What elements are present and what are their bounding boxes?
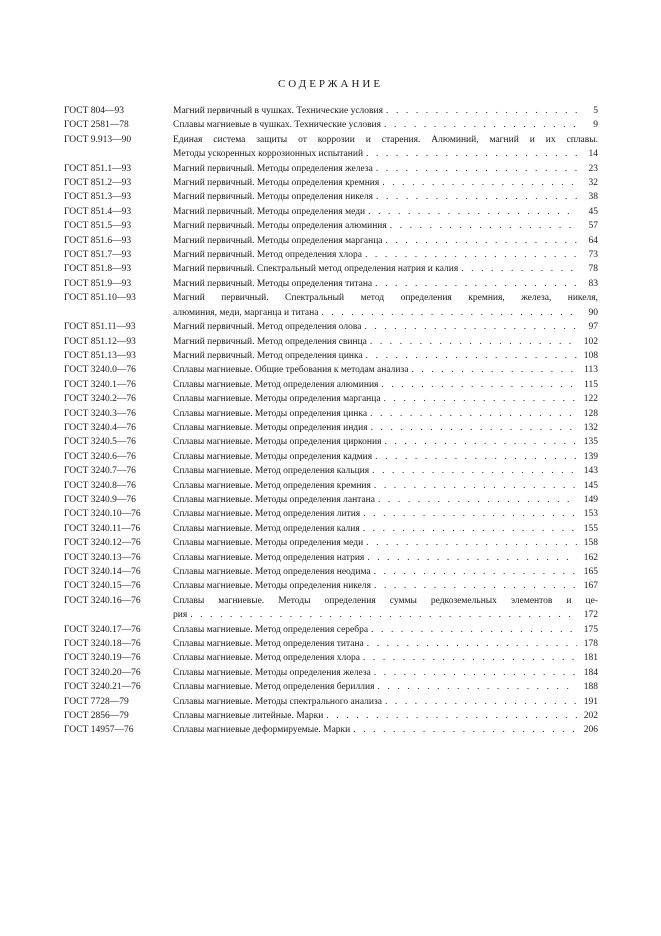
entry-title: Магний первичный. Метод определения свинца [173, 336, 367, 347]
toc-entry [64, 392, 598, 406]
entry-body [173, 666, 598, 680]
entry-title: Сплавы магниевые. Метод определения калия [173, 523, 360, 534]
table-of-contents [64, 104, 598, 738]
entry-title: Магний первичный. Методы определения никеля [173, 192, 373, 203]
toc-entry [64, 335, 598, 349]
entry-last-line [173, 709, 598, 723]
dot-leader [376, 162, 577, 176]
entry-last-line [173, 306, 598, 320]
page-number: 45 [588, 206, 598, 217]
page-number: 191 [583, 696, 598, 707]
entry-body [173, 133, 598, 162]
entry-body [173, 378, 598, 392]
entry-title: Сплавы магниевые. Метод определения натрия [173, 552, 365, 563]
entry-last-line [173, 450, 598, 464]
page-number: 132 [583, 422, 598, 433]
entry-title: Методы ускоренных коррозионных испытаний [173, 149, 364, 160]
entry-body [173, 162, 598, 176]
entry-last-line [173, 349, 598, 363]
entry-body [173, 118, 598, 132]
standard-code: ГОСТ 3240.0—76 [64, 365, 136, 376]
toc-entry [64, 536, 598, 550]
entry-title: Сплавы магниевые. Метод определения лития [173, 509, 361, 520]
entry-body [173, 536, 598, 550]
entry-title: Магний первичный. Методы определения кремния [173, 178, 380, 189]
entry-body [173, 262, 598, 276]
page-number: 184 [583, 667, 598, 678]
standard-code: ГОСТ 3240.19—76 [64, 653, 141, 664]
standard-code: ГОСТ 851.12—93 [64, 336, 136, 347]
dot-leader [381, 378, 577, 392]
dot-leader [366, 536, 577, 550]
page-number: 145 [583, 480, 598, 491]
standard-code: ГОСТ 3240.14—76 [64, 567, 141, 577]
dot-leader [386, 104, 577, 118]
entry-body [173, 248, 598, 262]
toc-entry [64, 320, 598, 334]
entry-title: Сплавы магниевые. Метод определения бериллия [173, 682, 375, 693]
entry-last-line [173, 637, 598, 651]
standard-code: ГОСТ 3240.6—76 [64, 451, 136, 462]
dot-leader [367, 637, 577, 651]
toc-entry [64, 176, 598, 190]
standard-code: ГОСТ 3240.11—76 [64, 523, 141, 534]
page-number: 23 [588, 163, 598, 174]
entry-title: Сплавы магниевые. Метод определения хлора [173, 653, 360, 664]
entry-title: Сплавы магниевые. Методы определения железа [173, 667, 371, 678]
standard-code: ГОСТ 851.2—93 [64, 178, 132, 189]
entry-title: Сплавы магниевые. Общие требования к методам анализа [173, 365, 409, 376]
toc-entry [64, 493, 598, 507]
standard-code: ГОСТ 3240.17—76 [64, 624, 141, 635]
entry-body [173, 579, 598, 593]
entry-title: Сплавы магниевые. Метод определения неодима [173, 567, 371, 577]
page-number: 135 [583, 437, 598, 448]
entry-body [173, 565, 598, 579]
entry-body [173, 709, 598, 723]
page-number: 158 [583, 538, 598, 549]
page-number: 97 [588, 322, 598, 333]
standard-code: ГОСТ 851.13—93 [64, 350, 136, 361]
dot-leader [326, 709, 577, 723]
dot-leader [411, 363, 577, 377]
dot-leader [384, 435, 577, 449]
standard-code: ГОСТ 851.5—93 [64, 221, 132, 232]
dot-leader [366, 349, 577, 363]
page-number: 122 [583, 394, 598, 405]
standard-code: ГОСТ 2856—79 [64, 711, 129, 722]
entry-body [173, 335, 598, 349]
entry-title: Магний первичный. Методы определения титана [173, 278, 373, 289]
toc-entry [64, 464, 598, 478]
dot-leader [366, 147, 577, 161]
entry-body [173, 623, 598, 637]
toc-entry [64, 234, 598, 248]
entry-body [173, 277, 598, 291]
standard-code: ГОСТ 3240.18—76 [64, 639, 141, 650]
standard-code: ГОСТ 851.8—93 [64, 264, 132, 275]
entry-last-line [173, 651, 598, 665]
page-number: 155 [583, 523, 598, 534]
dot-leader [371, 421, 577, 435]
entry-last-line [173, 493, 598, 507]
page-number: 32 [588, 178, 598, 189]
toc-entry [64, 421, 598, 435]
page-number: 38 [588, 192, 598, 203]
dot-leader [461, 262, 577, 276]
page-number: 206 [583, 725, 598, 736]
toc-entry [64, 594, 598, 623]
toc-entry [64, 479, 598, 493]
toc-entry [64, 450, 598, 464]
toc-entry [64, 565, 598, 579]
page-title: СОДЕРЖАНИЕ [277, 78, 384, 90]
page-number: 73 [588, 250, 598, 261]
standard-code: ГОСТ 3240.9—76 [64, 494, 136, 505]
entry-last-line [173, 277, 598, 291]
entry-title: Сплавы магниевые. Метод определения кремния [173, 480, 371, 491]
standard-code: ГОСТ 851.11—93 [64, 322, 136, 333]
page-number: 113 [584, 365, 598, 376]
standard-code: ГОСТ 3240.7—76 [64, 466, 136, 477]
entry-last-line [173, 579, 598, 593]
page-number: 9 [593, 120, 598, 131]
standard-code: ГОСТ 851.10—93 [64, 293, 136, 304]
page-number: 139 [583, 451, 598, 462]
entry-last-line [173, 320, 598, 334]
page-number: 102 [583, 336, 598, 347]
toc-entry [64, 637, 598, 651]
entry-title: Сплавы магниевые. Метод определения кальция [173, 466, 370, 477]
toc-entry [64, 262, 598, 276]
entry-title: Сплавы магниевые. Методы определения циркония [173, 437, 382, 448]
entry-body [173, 551, 598, 565]
page-number: 64 [588, 235, 598, 246]
dot-leader [371, 623, 577, 637]
entry-body [173, 421, 598, 435]
toc-entry [64, 507, 598, 521]
dot-leader [363, 522, 577, 536]
dot-leader [190, 608, 577, 622]
entry-last-line [173, 723, 598, 737]
entry-title: Магний первичный. Метод определения олова [173, 322, 362, 333]
page-number: 153 [583, 509, 598, 520]
entry-body [173, 479, 598, 493]
entry-last-line [173, 104, 598, 118]
dot-leader [375, 450, 577, 464]
toc-entry [64, 219, 598, 233]
standard-code: ГОСТ 3240.3—76 [64, 408, 136, 419]
toc-entry [64, 104, 598, 118]
entry-last-line [173, 551, 598, 565]
entry-last-line [173, 378, 598, 392]
entry-last-line [173, 219, 598, 233]
entry-title: Магний первичный. Методы определения марганца [173, 235, 383, 246]
entry-body [173, 680, 598, 694]
dot-leader [367, 551, 577, 565]
entry-last-line [173, 680, 598, 694]
entry-body [173, 464, 598, 478]
standard-code: ГОСТ 3240.2—76 [64, 394, 136, 405]
standard-code: ГОСТ 14957—76 [64, 725, 134, 736]
toc-entry [64, 205, 598, 219]
dot-leader [364, 320, 577, 334]
page-number: 108 [583, 350, 598, 361]
dot-leader [382, 176, 577, 190]
dot-leader [377, 680, 577, 694]
toc-entry [64, 623, 598, 637]
toc-entry [64, 709, 598, 723]
entry-body [173, 723, 598, 737]
entry-last-line [173, 435, 598, 449]
entry-title: алюминия, меди, марганца и титана [173, 307, 319, 318]
toc-entry [64, 579, 598, 593]
entry-last-line [173, 392, 598, 406]
toc-entry [64, 695, 598, 709]
toc-entry [64, 435, 598, 449]
toc-entry [64, 651, 598, 665]
dot-leader [363, 507, 577, 521]
entry-last-line [173, 363, 598, 377]
entry-body [173, 450, 598, 464]
entry-title: Сплавы магниевые. Методы определения никеля [173, 581, 372, 592]
entry-body [173, 392, 598, 406]
entry-last-line [173, 666, 598, 680]
entry-last-line [173, 162, 598, 176]
page-number: 167 [583, 581, 598, 592]
entry-body [173, 493, 598, 507]
entry-last-line [173, 205, 598, 219]
page-number: 188 [583, 682, 598, 693]
standard-code: ГОСТ 7728—79 [64, 696, 129, 707]
entry-title: Сплавы магниевые литейные. Марки [173, 711, 324, 722]
dot-leader [390, 219, 577, 233]
dot-leader [368, 205, 577, 219]
page-number: 162 [583, 552, 598, 563]
page-number: 78 [588, 264, 598, 275]
dot-leader [374, 666, 577, 680]
entry-body [173, 594, 598, 623]
dot-leader [372, 464, 577, 478]
dot-leader [384, 392, 577, 406]
entry-title: Сплавы магниевые. Методы определения лантана [173, 494, 375, 505]
standard-code: ГОСТ 851.4—93 [64, 206, 132, 217]
page-number: 165 [583, 567, 598, 577]
entry-title-line: Сплавы магниевые. Методы определения суммы редкоземельных элементов и це- [173, 595, 598, 606]
page-number: 143 [583, 466, 598, 477]
standard-code: ГОСТ 3240.21—76 [64, 682, 141, 693]
dot-leader [353, 723, 577, 737]
page-number: 178 [583, 639, 598, 650]
entry-title: Магний первичный в чушках. Технические условия [173, 106, 383, 116]
dot-leader [376, 190, 577, 204]
toc-entry [64, 118, 598, 132]
dot-leader [363, 651, 577, 665]
entry-title: Сплавы магниевые. Методы спектрального анализа [173, 696, 382, 707]
entry-title-line: Единая система защиты от коррозии и старения. Алюминий, магний и их сплавы. [173, 134, 598, 145]
standard-code: ГОСТ 3240.12—76 [64, 538, 141, 549]
standard-code: ГОСТ 3240.8—76 [64, 480, 136, 491]
dot-leader [384, 118, 577, 132]
entry-body [173, 320, 598, 334]
entry-title: Магний первичный. Методы определения железа [173, 163, 373, 174]
entry-title: Сплавы магниевые. Методы определения кадмия [173, 451, 373, 462]
toc-entry [64, 522, 598, 536]
entry-title: рия [173, 610, 188, 621]
entry-last-line [173, 464, 598, 478]
entry-title: Магний первичный. Методы определения меди [173, 206, 366, 217]
entry-last-line [173, 190, 598, 204]
dot-leader [385, 695, 577, 709]
page-number: 83 [588, 278, 598, 289]
entry-body [173, 407, 598, 421]
entry-body [173, 349, 598, 363]
page-number: 175 [583, 624, 598, 635]
page-number: 115 [584, 379, 598, 390]
standard-code: ГОСТ 3240.15—76 [64, 581, 141, 592]
dot-leader [374, 479, 577, 493]
entry-body [173, 651, 598, 665]
entry-last-line [173, 335, 598, 349]
entry-last-line [173, 479, 598, 493]
entry-last-line [173, 234, 598, 248]
entry-title: Сплавы магниевые. Метод определения алюминия [173, 379, 379, 390]
entry-title: Сплавы магниевые. Методы определения индия [173, 422, 368, 433]
page-number: 57 [588, 221, 598, 232]
page-number: 172 [583, 610, 598, 621]
entry-body [173, 205, 598, 219]
entry-body [173, 219, 598, 233]
entry-body [173, 522, 598, 536]
entry-body [173, 190, 598, 204]
toc-entry [64, 551, 598, 565]
page-number: 14 [588, 149, 598, 160]
entry-body [173, 363, 598, 377]
standard-code: ГОСТ 3240.20—76 [64, 667, 141, 678]
entry-title: Сплавы магниевые. Метод определения титана [173, 639, 364, 650]
page-number: 5 [593, 106, 598, 116]
dot-leader [365, 248, 577, 262]
entry-last-line [173, 608, 598, 622]
entry-title: Сплавы магниевые в чушках. Технические условия [173, 120, 382, 131]
entry-last-line [173, 407, 598, 421]
page-number: 149 [583, 494, 598, 505]
toc-entry [64, 680, 598, 694]
entry-last-line [173, 118, 598, 132]
entry-body [173, 507, 598, 521]
entry-title: Магний первичный. Метод определения хлора [173, 250, 362, 261]
toc-entry [64, 248, 598, 262]
page-number: 128 [583, 408, 598, 419]
entry-body [173, 435, 598, 449]
entry-title: Сплавы магниевые. Методы определения цинка [173, 408, 368, 419]
entry-last-line [173, 176, 598, 190]
entry-title: Сплавы магниевые. Методы определения меди [173, 538, 364, 549]
toc-entry [64, 349, 598, 363]
standard-code: ГОСТ 3240.1—76 [64, 379, 136, 390]
standard-code: ГОСТ 851.3—93 [64, 192, 132, 203]
standard-code: ГОСТ 3240.5—76 [64, 437, 136, 448]
entry-title: Сплавы магниевые деформируемые. Марки [173, 725, 351, 736]
entry-last-line [173, 565, 598, 579]
entry-body [173, 104, 598, 118]
toc-entry [64, 190, 598, 204]
toc-entry [64, 407, 598, 421]
entry-title: Магний первичный. Метод определения цинка [173, 350, 363, 361]
standard-code: ГОСТ 851.7—93 [64, 250, 132, 261]
standard-code: ГОСТ 3240.10—76 [64, 509, 141, 520]
entry-last-line [173, 623, 598, 637]
standard-code: ГОСТ 851.9—93 [64, 278, 132, 289]
toc-entry [64, 666, 598, 680]
dot-leader [374, 579, 577, 593]
entry-body [173, 695, 598, 709]
toc-entry [64, 378, 598, 392]
entry-title: Сплавы магниевые. Методы определения марганца [173, 394, 381, 405]
entry-title-line: Магний первичный. Спектральный метод определения кремния, железа, никеля, [173, 293, 598, 304]
entry-last-line [173, 507, 598, 521]
standard-code: ГОСТ 804—93 [64, 106, 124, 116]
page-number: 90 [588, 307, 598, 318]
dot-leader [378, 493, 577, 507]
entry-last-line [173, 522, 598, 536]
entry-body [173, 234, 598, 248]
entry-body [173, 176, 598, 190]
toc-entry [64, 723, 598, 737]
entry-last-line [173, 695, 598, 709]
toc-entry [64, 291, 598, 320]
standard-code: ГОСТ 851.6—93 [64, 235, 132, 246]
standard-code: ГОСТ 851.1—93 [64, 163, 132, 174]
dot-leader [386, 234, 577, 248]
entry-title: Магний первичный. Спектральный метод определения натрия и калия [173, 264, 459, 275]
entry-body [173, 291, 598, 320]
dot-leader [374, 565, 577, 579]
entry-body [173, 637, 598, 651]
standard-code: ГОСТ 3240.4—76 [64, 422, 136, 433]
page-number: 181 [583, 653, 598, 664]
dot-leader [321, 306, 577, 320]
entry-last-line [173, 262, 598, 276]
dot-leader [370, 407, 577, 421]
standard-code: ГОСТ 2581—78 [64, 120, 129, 131]
dot-leader [375, 277, 577, 291]
toc-entry [64, 277, 598, 291]
toc-entry [64, 133, 598, 162]
page-number: 202 [583, 711, 598, 722]
entry-last-line [173, 147, 598, 161]
toc-entry [64, 162, 598, 176]
entry-last-line [173, 421, 598, 435]
dot-leader [370, 335, 577, 349]
standard-code: ГОСТ 3240.16—76 [64, 595, 141, 606]
standard-code: ГОСТ 3240.13—76 [64, 552, 141, 563]
toc-entry [64, 363, 598, 377]
standard-code: ГОСТ 9.913—90 [64, 134, 132, 145]
entry-title: Магний первичный. Методы определения алюминия [173, 221, 387, 232]
entry-title: Сплавы магниевые. Метод определения серебра [173, 624, 369, 635]
entry-last-line [173, 536, 598, 550]
entry-last-line [173, 248, 598, 262]
